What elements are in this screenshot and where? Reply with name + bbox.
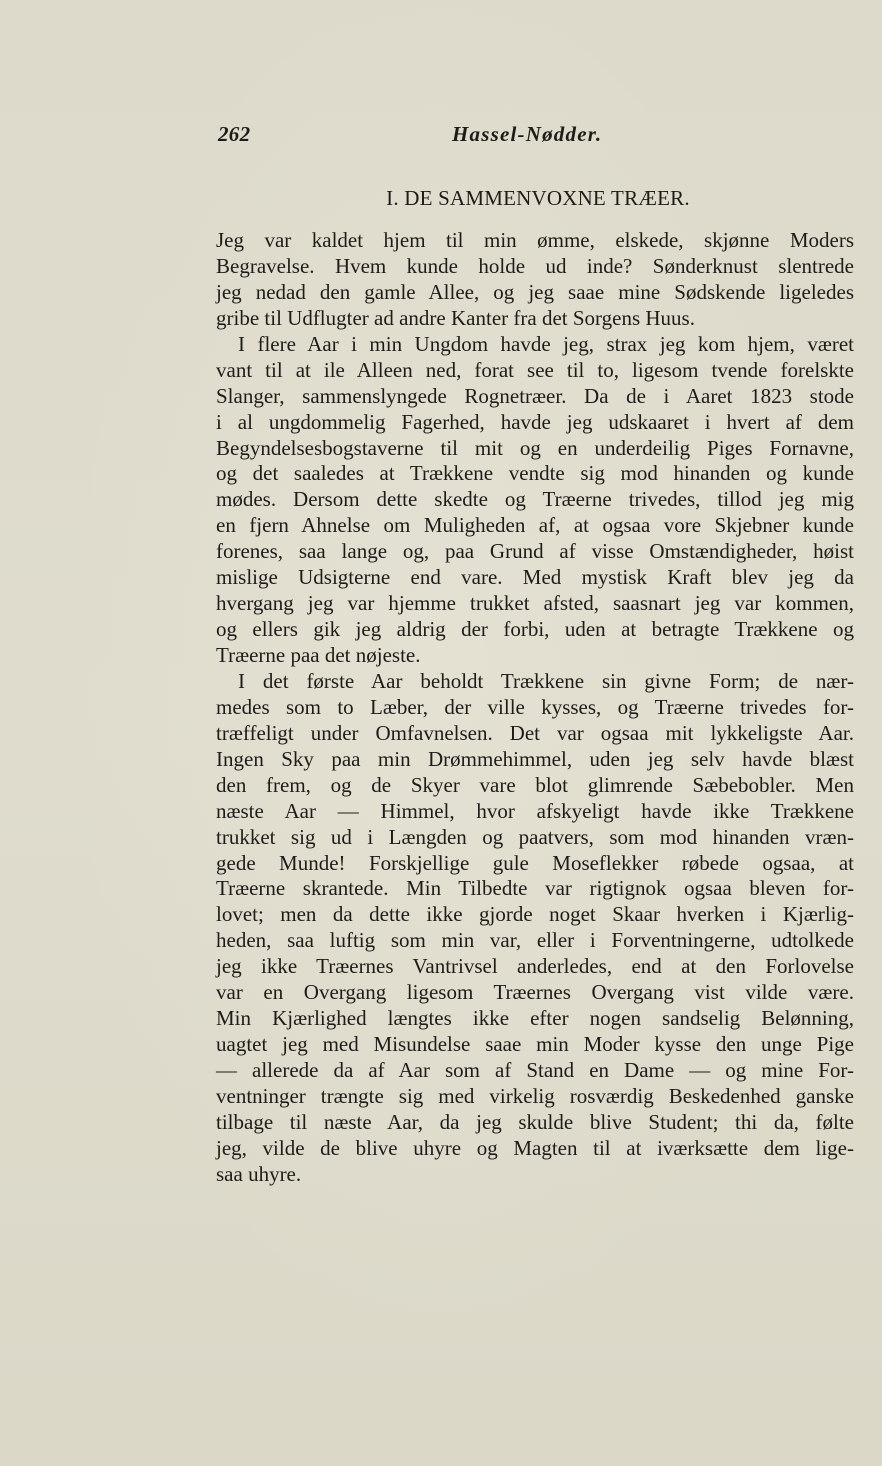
text-line: Ingen Sky paa min Drømmehimmel, uden jeg selv havde blæst xyxy=(216,746,854,771)
text-line: I det første Aar beholdt Trækkene sin givne Form; de nær- xyxy=(238,668,854,693)
text-line: vant til at ile Alleen ned, forat see til to, ligesom tvende forelskte xyxy=(216,357,854,382)
text-line: næste Aar — Himmel, hvor afskyeligt havde ikke Trækkene xyxy=(216,798,854,823)
text-line: tilbage til næste Aar, da jeg skulde blive Student; thi da, følte xyxy=(216,1109,854,1134)
body-text xyxy=(216,228,854,1188)
text-line: Begyndelsesbogstaverne til mit og en underdeilig Piges Fornavne, xyxy=(216,435,854,460)
text-line: Jeg var kaldet hjem til min ømme, elskede, skjønne Moders xyxy=(216,228,854,252)
text-line: jeg, vilde de blive uhyre og Magten til at iværksætte dem lige- xyxy=(216,1135,854,1160)
chapter-heading: I. DE SAMMENVOXNE TRÆER. xyxy=(386,186,690,210)
text-line: forenes, saa lange og, paa Grund af visse Omstændigheder, høist xyxy=(216,539,854,564)
text-line: — allerede da af Aar som af Stand en Dame — og mine For- xyxy=(216,1058,854,1082)
text-line: Slanger, sammenslyngede Rognetræer. Da de i Aaret 1823 stode xyxy=(216,383,854,408)
text-line: var en Overgang ligesom Træernes Overgang vist vilde være. xyxy=(216,980,854,1005)
running-head xyxy=(218,122,850,152)
text-line: i al ungdommelig Fagerhed, havde jeg udskaaret i hvert af dem xyxy=(216,409,854,434)
text-line: jeg nedad den gamle Allee, og jeg saae mine Sødskende ligeledes xyxy=(216,279,854,304)
text-line: gribe til Udflugter ad andre Kanter fra det Sorgens Huus. xyxy=(216,305,695,330)
text-line: mødes. Dersom dette skedte og Træerne trivedes, tillod jeg mig xyxy=(216,487,854,512)
text-line: jeg ikke Træernes Vantrivsel anderledes, end at den Forlovelse xyxy=(216,954,854,979)
running-title: Hassel-Nødder. xyxy=(452,122,603,146)
text-line: Træerne skrantede. Min Tilbedte var rigtignok ogsaa bleven for- xyxy=(216,876,854,901)
text-line: mislige Udsigterne end vare. Med mystisk Kraft blev jeg da xyxy=(216,565,854,590)
text-line: medes som to Læber, der ville kysses, og Træerne trivedes for- xyxy=(216,694,854,719)
page-number: 262 xyxy=(218,122,251,146)
text-line: heden, saa luftig som min var, eller i Forventningerne, udtolkede xyxy=(216,928,854,953)
text-line: den frem, og de Skyer vare blot glimrende Sæbebobler. Men xyxy=(216,772,854,797)
text-line: en fjern Ahnelse om Muligheden af, at ogsaa vore Skjebner kunde xyxy=(216,513,854,538)
text-line: trukket sig ud i Længden og paatvers, som mod hinanden vræn- xyxy=(216,824,854,849)
text-line: lovet; men da dette ikke gjorde noget Skaar hverken i Kjærlig- xyxy=(216,902,854,927)
text-line: ventninger trængte sig med virkelig rosværdig Beskedenhed ganske xyxy=(216,1083,854,1108)
text-line: uagtet jeg med Misundelse saae min Moder kysse den unge Pige xyxy=(216,1032,854,1057)
text-line: og det saaledes at Trækkene vendte sig mod hinanden og kunde xyxy=(216,461,854,486)
text-line: træffeligt under Omfavnelsen. Det var ogsaa mit lykkeligste Aar. xyxy=(216,720,854,745)
text-line: I flere Aar i min Ungdom havde jeg, strax jeg kom hjem, været xyxy=(238,331,854,356)
text-line: saa uhyre. xyxy=(216,1161,302,1186)
text-line: gede Munde! Forskjellige gule Moseflekker røbede ogsaa, at xyxy=(216,850,854,875)
text-line: Min Kjærlighed længtes ikke efter nogen sandselig Belønning, xyxy=(216,1006,854,1031)
text-line: Begravelse. Hvem kunde holde ud inde? Sønderknust slentrede xyxy=(216,253,854,278)
text-line: hvergang jeg var hjemme trukket afsted, saasnart jeg var kommen, xyxy=(216,591,854,616)
text-line: Træerne paa det nøjeste. xyxy=(216,643,421,667)
text-line: og ellers gik jeg aldrig der forbi, uden at betragte Trækkene og xyxy=(216,617,854,642)
